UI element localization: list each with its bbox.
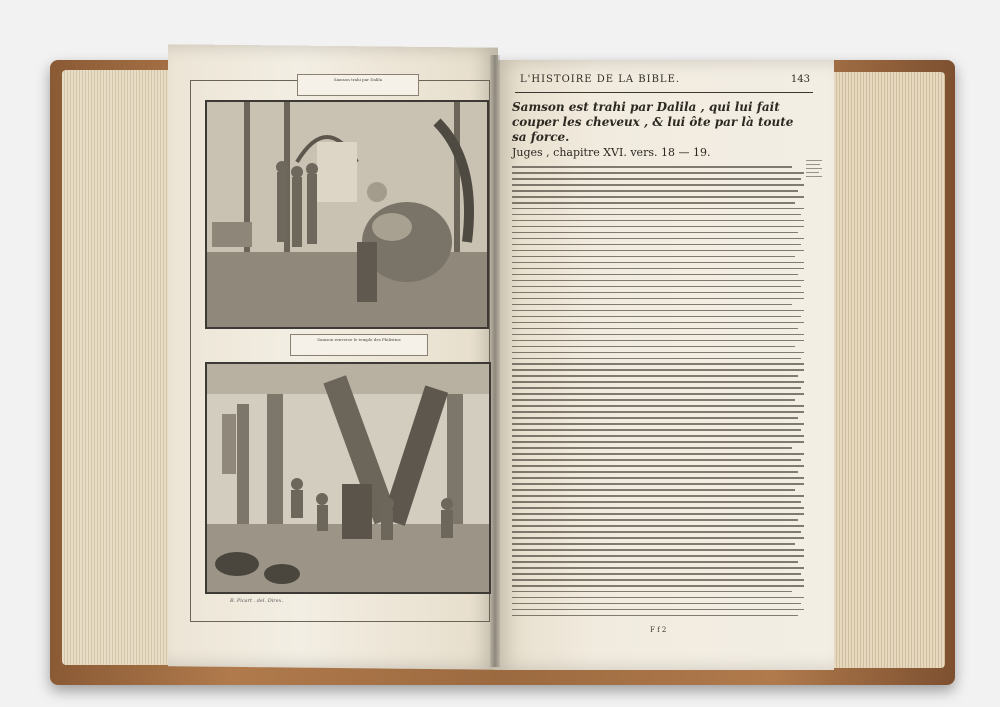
upper-engraving <box>205 100 489 329</box>
chapter-reference: Juges , chapitre XVI. vers. 18 — 19. <box>512 146 711 159</box>
plate-credit <box>230 598 450 604</box>
page-number: 143 <box>790 74 810 85</box>
signature-mark: F f 2 <box>650 626 667 634</box>
body-text-block <box>512 166 804 616</box>
upper-caption-text: Samson trahi par Dalila <box>333 77 383 82</box>
book-gutter <box>490 55 500 667</box>
margin-notes <box>806 160 822 180</box>
lower-caption-text: Samson renverse le temple des Philistins <box>317 337 401 342</box>
running-head <box>520 74 810 85</box>
running-title: L'HISTOIRE DE LA BIBLE. <box>520 74 681 85</box>
page-block-left <box>62 70 180 665</box>
upper-plate-caption <box>297 74 419 96</box>
page-block-right <box>825 72 945 668</box>
lower-plate-caption <box>290 334 428 356</box>
section-title: Samson est trahi par Dalila , qui lui fait couper les cheveux , & lui ôte par là toute sa force. <box>512 100 794 144</box>
plate-credit-text: B. Picart . del. Direx. <box>230 598 284 604</box>
header-rule <box>515 92 813 93</box>
lower-engraving <box>205 362 491 594</box>
